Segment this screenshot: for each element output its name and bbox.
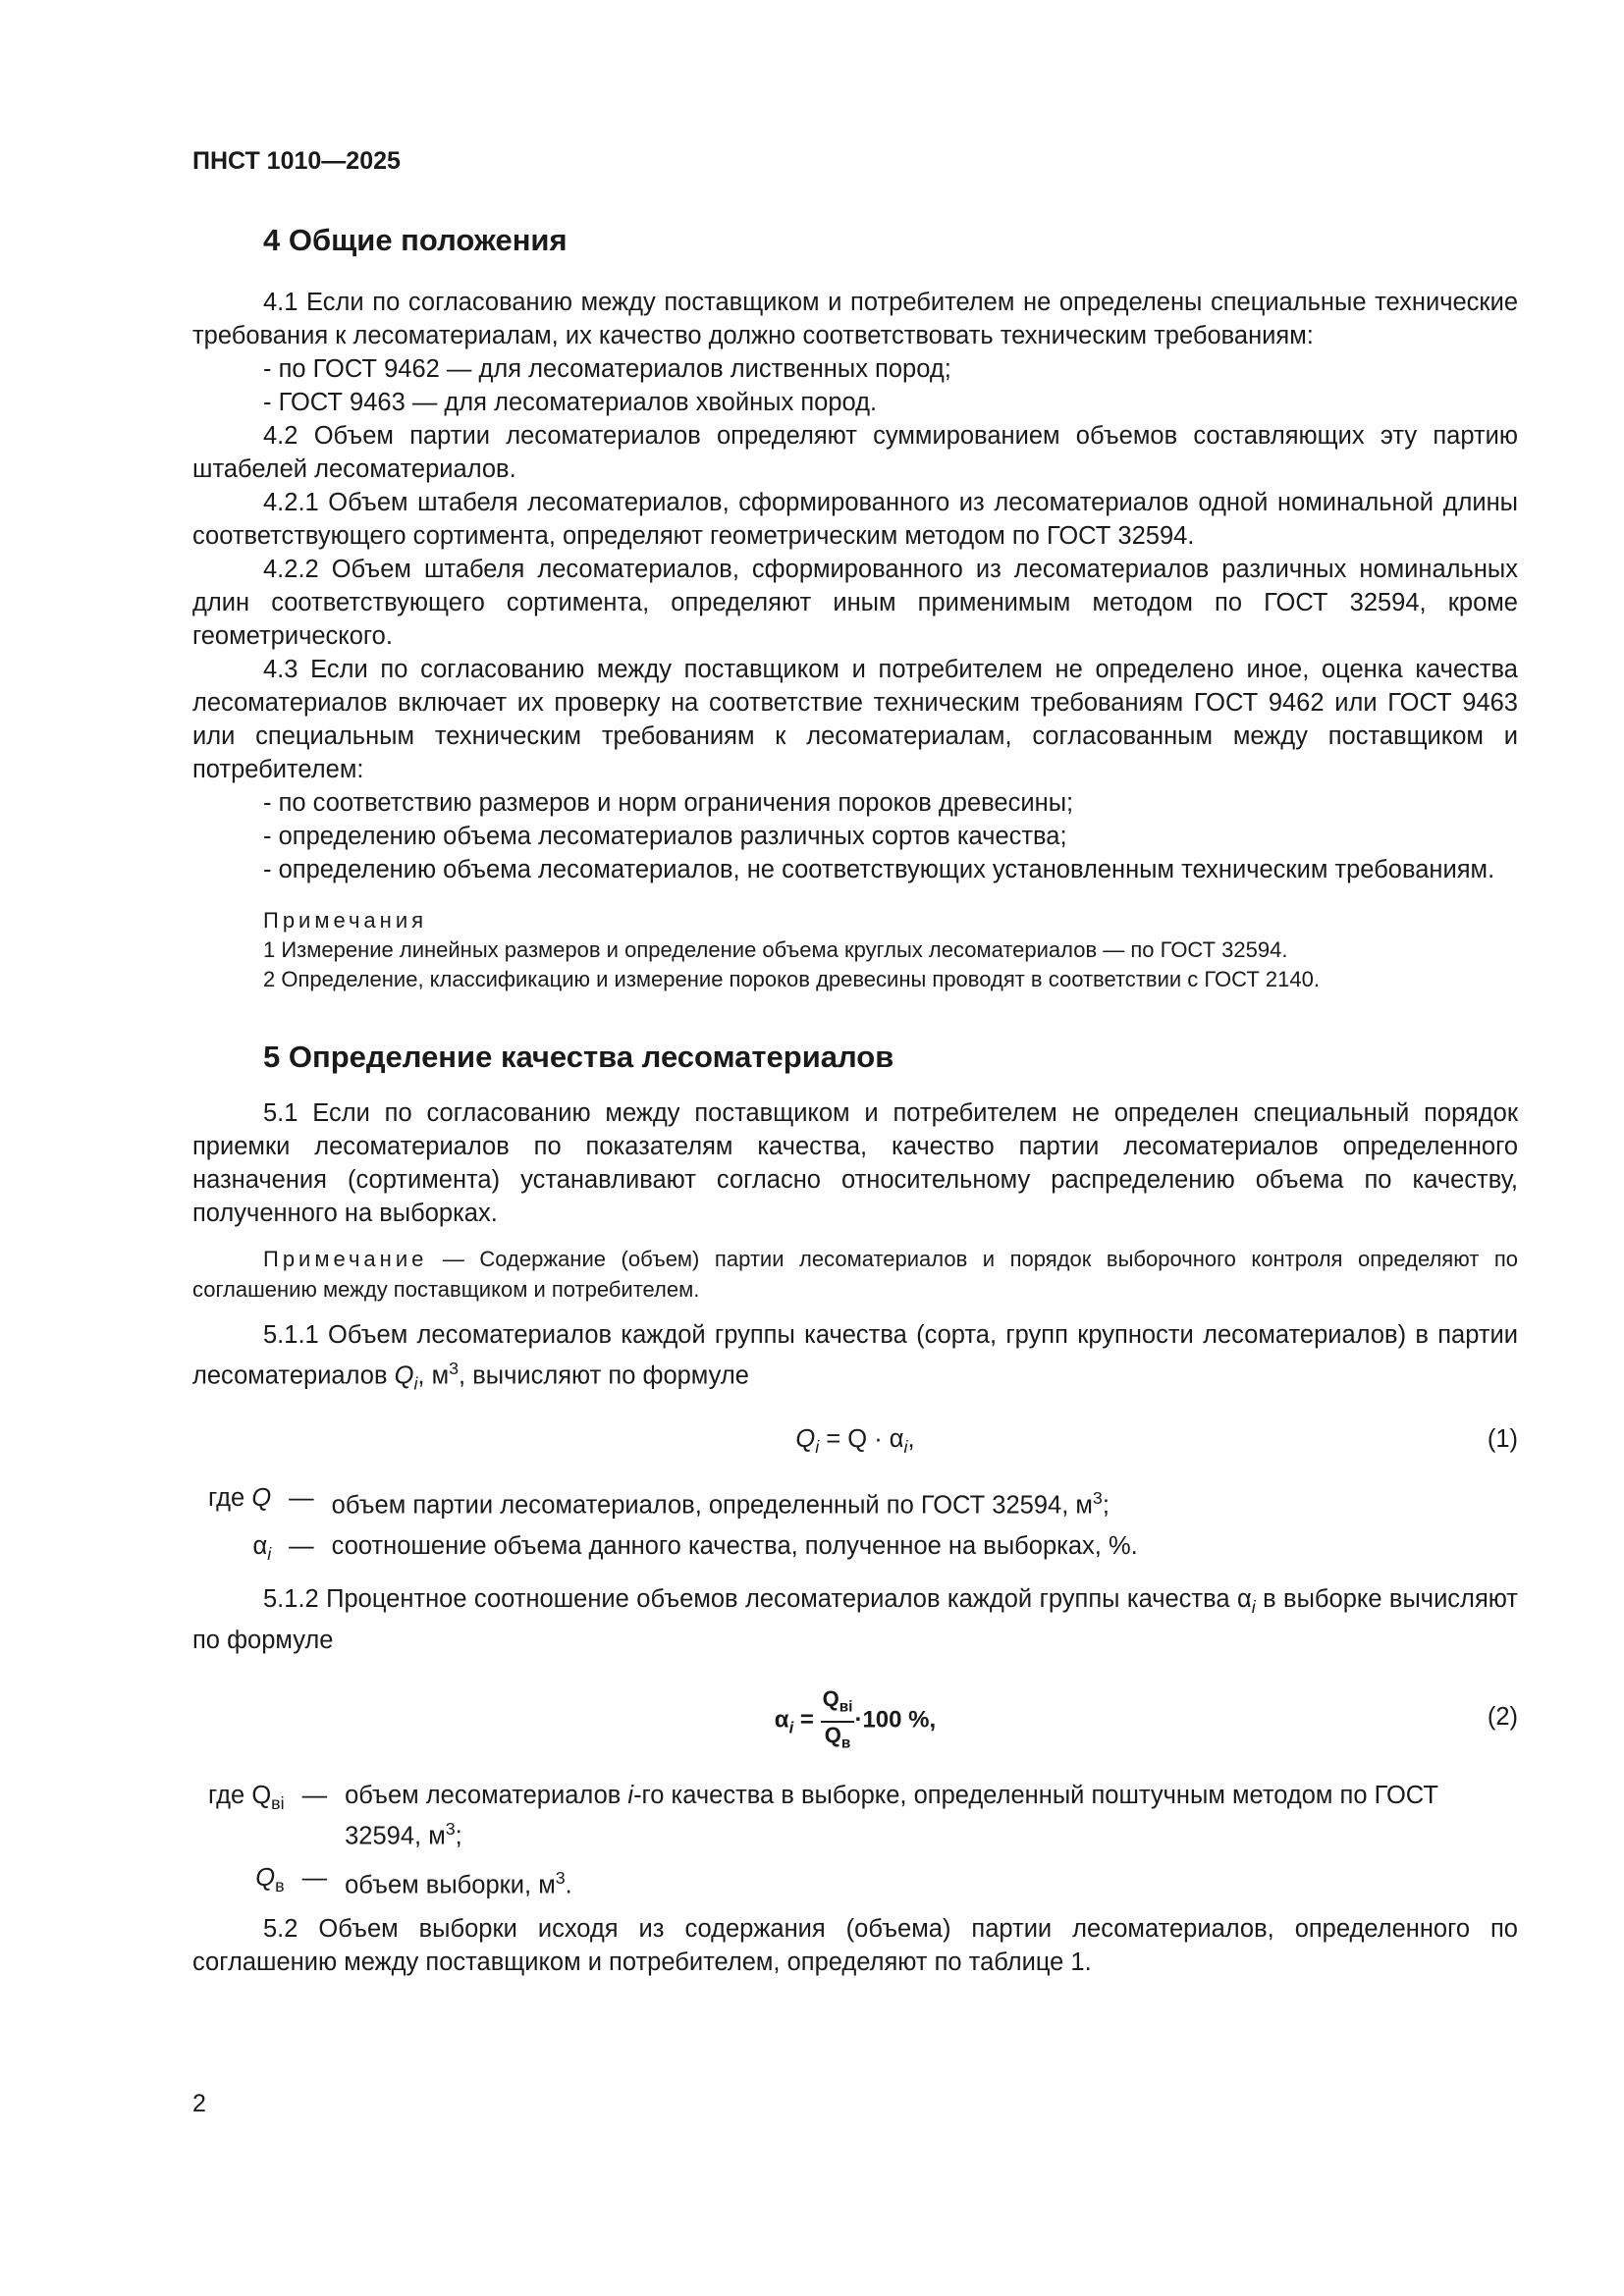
formula-tail: ·100 %,: [854, 1707, 937, 1735]
formula-2-expression: $\alpha_i$ = $\frac{Q_{вi}}{Q_в}$ ·100 %,: [192, 1686, 1518, 1756]
formula-tail: ,: [907, 1424, 915, 1453]
paragraph-5-2: 5.2 Объем выборки исходя из содержания (объема) партии лесоматериалов, определенного по соглашению между поставщиком и потребителем, определяют по таблице 1.: [192, 1914, 1518, 1976]
formula-2: [192, 1667, 1518, 1769]
symbol-sub: i: [788, 1718, 794, 1737]
where-prefix: где: [208, 1483, 252, 1512]
symbol-i: i: [627, 1782, 634, 1810]
formula-1-number: (1): [1487, 1424, 1518, 1453]
list-item: - по ГОСТ 9462 — для лесоматериалов лиственных пород;: [263, 355, 951, 383]
superscript: 3: [445, 1819, 456, 1840]
note-item: 2 Определение, классификацию и измерение пороков древесины проводят в соответствии с ГОСТ 2140.: [263, 967, 1320, 991]
text-run: , вычисляют по формуле: [459, 1362, 749, 1390]
where-description: [345, 1861, 1518, 1902]
symbol-sub: i: [413, 1373, 418, 1394]
symbol-sub: i: [815, 1436, 820, 1457]
text-run: , м: [417, 1362, 450, 1390]
where-dash: —: [289, 1532, 314, 1561]
symbol-q: Q: [822, 1686, 839, 1712]
where-symbol: [208, 1481, 271, 1522]
where-dash: —: [301, 1863, 328, 1892]
symbol-alpha: α: [1236, 1585, 1252, 1614]
list-item: - ГОСТ 9463 — для лесоматериалов хвойных пород.: [263, 389, 878, 416]
text-run: объем партии лесоматериалов, определенный по ГОСТ 32594, м: [331, 1491, 1093, 1520]
symbol-sub: i: [267, 1544, 272, 1565]
fraction-numerator: [821, 1686, 855, 1722]
text-run: объем выборки, м: [345, 1871, 556, 1899]
note-label: Примечание: [263, 1247, 428, 1271]
paragraph-4-1: 4.1 Если по согласованию между поставщиком и потребителем не определены специальные технические требования к лесоматериалам, их качество должно соответствовать техническим требованиям:: [192, 289, 1518, 349]
list-item: - определению объема лесоматериалов различных сортов качества;: [263, 823, 1067, 850]
symbol-sub: вi: [839, 1698, 853, 1716]
where-description: [345, 1779, 1518, 1853]
section-5-title: 5 Определение качества лесоматериалов: [263, 1040, 894, 1074]
symbol-q: Q: [394, 1362, 414, 1390]
paragraph-5-1-2: [192, 1582, 1518, 1657]
fraction-denominator: [821, 1723, 855, 1756]
where-description: [332, 1481, 1518, 1522]
paragraph-4-2: 4.2 Объем партии лесоматериалов определяют суммированием объемов составляющих эту партию штабелей лесоматериалов.: [192, 422, 1518, 483]
notes-block: [192, 906, 1518, 994]
page-content: [192, 221, 1518, 1979]
where-description: соотношение объема данного качества, полученное на выборках, %.: [331, 1532, 1138, 1561]
text-run: ;: [1102, 1491, 1110, 1520]
symbol-sub: в: [275, 1875, 285, 1896]
symbol-q: Q: [255, 1863, 276, 1892]
text-run: 5.1.2 Процентное соотношение объемов лесоматериалов каждой группы качества: [263, 1585, 1237, 1614]
symbol-sub: i: [903, 1436, 908, 1457]
where-list-2: [208, 1779, 1518, 1902]
where-symbol: [208, 1861, 285, 1902]
formula-1-expression: [192, 1422, 1518, 1464]
paragraph-4-3: 4.3 Если по согласованию между поставщиком и потребителем не определено иное, оценка качества лесоматериалов включает их проверку на соответствие техническим требованиям ГОСТ 9462 или ГОСТ 9463 или специальным техническим требованиям к лесоматериалам, согласованным между поставщиком и потребителем:: [192, 656, 1518, 783]
text-run: .: [565, 1871, 572, 1899]
text-run: ;: [455, 1822, 462, 1850]
paragraph-5-1-1: [192, 1318, 1518, 1401]
where-list-1: [208, 1481, 1518, 1572]
paragraph-4-2-1: 4.2.1 Объем штабеля лесоматериалов, сформированного из лесоматериалов одной номинальной длины соответствующего сортимента, определяют геометрическим методом по ГОСТ 32594.: [192, 489, 1518, 550]
superscript: 3: [555, 1867, 566, 1888]
note-text: — Содержание (объем) партии лесоматериалов и порядок выборочного контроля определяют по соглашению между поставщиком и потребителем.: [192, 1247, 1518, 1302]
symbol-q: Q: [824, 1722, 841, 1747]
symbol-sub: вi: [271, 1793, 285, 1814]
text-run: объем лесоматериалов: [345, 1782, 628, 1810]
paragraph-5-1: 5.1 Если по согласованию между поставщиком и потребителем не определен специальный порядок приемки лесоматериалов по показателям качества, качество партии лесоматериалов определенного назначения (сортимента) устанавливают согласно относительному распределению объема по качеству, полученного на выборках.: [192, 1099, 1518, 1227]
document-code: ПНСТ 1010—2025: [192, 147, 401, 175]
text-run: в выборке вычисляют по формуле: [192, 1585, 1518, 1655]
list-item: - по соответствию размеров и норм ограничения пороков древесины;: [263, 789, 1074, 817]
text-run: -го качества в выборке, определенный поштучным методом по ГОСТ 32594, м: [345, 1782, 1438, 1850]
symbol-alpha: α: [252, 1532, 268, 1561]
page-number: 2: [192, 2090, 206, 2117]
where-dash: —: [289, 1483, 314, 1512]
notes-label: Примечания: [263, 908, 428, 933]
fraction: [821, 1686, 855, 1756]
list-item: - определению объема лесоматериалов, не соответствующих установленным техническим требованиям.: [263, 856, 1495, 883]
note-item: 1 Измерение линейных размеров и определение объема круглых лесоматериалов — по ГОСТ 32594.: [263, 937, 1288, 962]
formula-2-number: (2): [1487, 1703, 1518, 1732]
where-dash: —: [301, 1782, 328, 1810]
note-inline: [192, 1244, 1518, 1305]
where-symbol: [208, 1529, 271, 1571]
symbol-alpha: α: [774, 1707, 789, 1735]
symbol-q: Q: [251, 1782, 272, 1810]
symbol-q: Q: [251, 1483, 272, 1512]
formula-rhs: = Q · α: [819, 1424, 904, 1453]
where-symbol: [208, 1779, 285, 1853]
where-prefix: где: [208, 1782, 252, 1810]
symbol-sub: i: [1251, 1597, 1256, 1618]
text-run: 5.1.1 Объем лесоматериалов каждой группы качества (сорта, групп крупности лесоматериалов) в партии лесоматериалов: [192, 1321, 1518, 1390]
symbol-q: Q: [795, 1424, 816, 1453]
section-4-title: 4 Общие положения: [263, 223, 568, 257]
paragraph-4-2-2: 4.2.2 Объем штабеля лесоматериалов, сформированного из лесоматериалов различных номинальных длин соответствующего сортимента, определяют иным применимым методом по ГОСТ 32594, кроме геометрического.: [192, 556, 1518, 650]
superscript: 3: [1092, 1487, 1103, 1508]
formula-1: [192, 1411, 1518, 1471]
symbol-sub: в: [840, 1735, 851, 1752]
superscript: 3: [449, 1359, 460, 1378]
